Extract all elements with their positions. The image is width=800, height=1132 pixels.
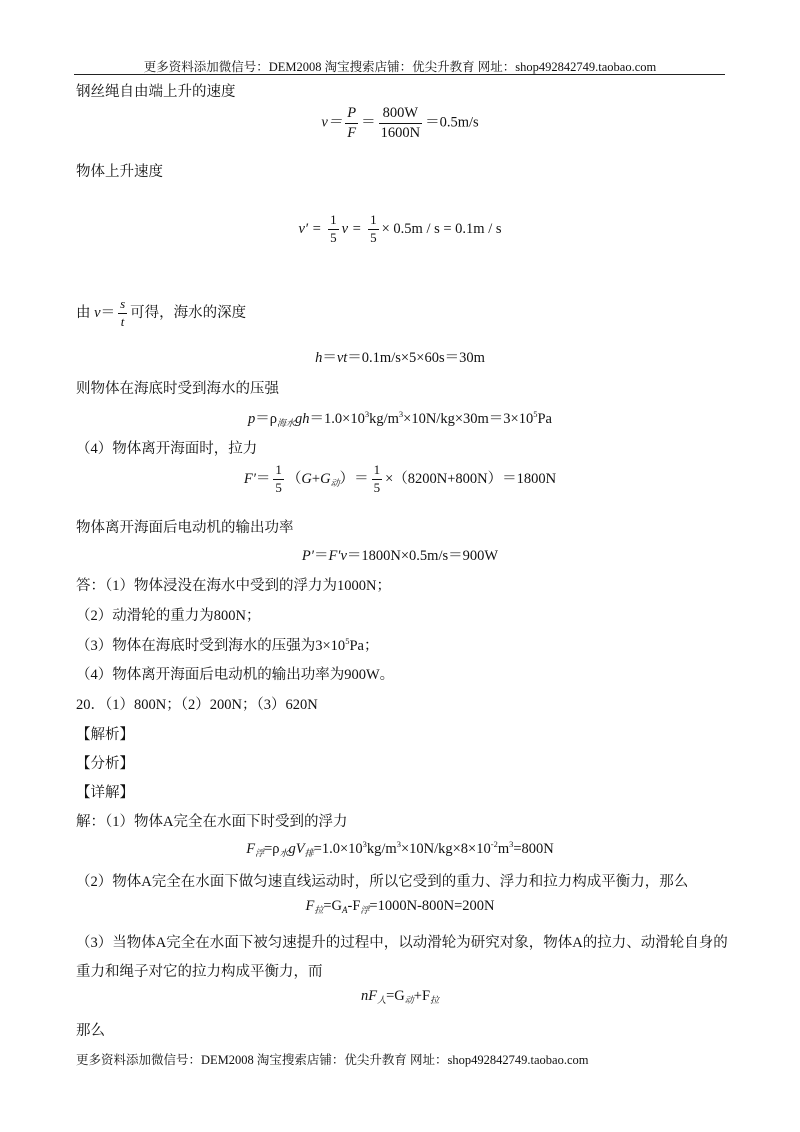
- solution-1: 解：（1）物体A完全在水面下时受到的浮力: [76, 814, 348, 830]
- depth-intro-line: 由 v＝ $\frac{s}{t}$ 可得，海水的深度: [76, 296, 247, 329]
- page-header: 更多资料添加微信号：DEM2008 淘宝搜索店铺：优尖升教育 网址：shop492842749.taobao.com: [143, 60, 657, 74]
- header-rule: [74, 74, 725, 75]
- power-label: 物体离开海面后电动机的输出功率: [76, 520, 294, 536]
- question-20-answers: 20．（1）800N；（2）200N；（3）620N: [76, 697, 318, 713]
- section-fenxi: 【分析】: [76, 756, 134, 772]
- equation-depth: h＝vt＝0.1m/s×5×60s＝30m: [315, 350, 485, 366]
- object-speed-label: 物体上升速度: [76, 164, 163, 180]
- equation-pull: $F_拉=G_A-F_浮=1000N-800N=200N$: [305, 898, 495, 915]
- solution-2: （2）物体A完全在水面下做匀速直线运动时，所以它受到的重力、浮力和拉力构成平衡力，那么: [76, 874, 689, 890]
- equation-power: P′＝F′v＝1800N×0.5m/s＝900W: [301, 548, 499, 564]
- section-xiangjie: 【详解】: [76, 785, 134, 801]
- answer-2: （2）动滑轮的重力为800N；: [76, 608, 261, 624]
- q4-label: （4）物体离开海面时，拉力: [76, 441, 258, 457]
- equation-pressure: $p=\rho_{海水}gh=1.0\times 10^3kg/m^3\times 10N/kg\times 30m=3\times 10^5Pa$: [248, 409, 552, 428]
- equation-rope-speed: v＝ $\frac{P}{F}$ ＝ $\frac{800W}{1600N}$ ＝0.5m/s: [321, 105, 479, 141]
- equation-pull-force: F′＝ $\frac{1}{5}$ $(G+G_动)=$ $\frac{1}{5}$ ×（8200N+800N）＝1800N: [243, 462, 557, 495]
- answer-1: 答：（1）物体浸没在海水中受到的浮力为1000N；: [76, 578, 391, 594]
- solution-3b: 重力和绳子对它的拉力构成平衡力，而: [76, 964, 323, 980]
- section-jiexi: 【解析】: [76, 727, 134, 743]
- pressure-label: 则物体在海底时受到海水的压强: [76, 381, 279, 397]
- solution-3a: （3）当物体A完全在水面下被匀速提升的过程中，以动滑轮为研究对象，物体A的拉力、动滑轮自身的: [76, 935, 728, 951]
- equation-balance: $nF_人=G_动+F_拉$: [360, 988, 440, 1005]
- equation-object-speed: v′ = $\frac{1}{5}$ v = $\frac{1}{5}$ × 0.5m / s = 0.1m / s: [298, 212, 502, 245]
- equation-buoyancy: $F_浮=\rho_水gV_排=1.0\times 10^3kg/m^3\times 10N/kg\times 8\times 10^{-2}m^3=800N$: [246, 839, 554, 858]
- answer-3: （3）物体在海底时受到海水的压强为$3\times 10^5Pa$；: [76, 636, 379, 654]
- then-label: 那么: [76, 1023, 105, 1039]
- answer-4: （4）物体离开海面后电动机的输出功率为900W。: [76, 667, 395, 683]
- rope-speed-label: 钢丝绳自由端上升的速度: [76, 84, 236, 100]
- page-footer: 更多资料添加微信号：DEM2008 淘宝搜索店铺：优尖升教育 网址：shop492842749.taobao.com: [76, 1053, 589, 1067]
